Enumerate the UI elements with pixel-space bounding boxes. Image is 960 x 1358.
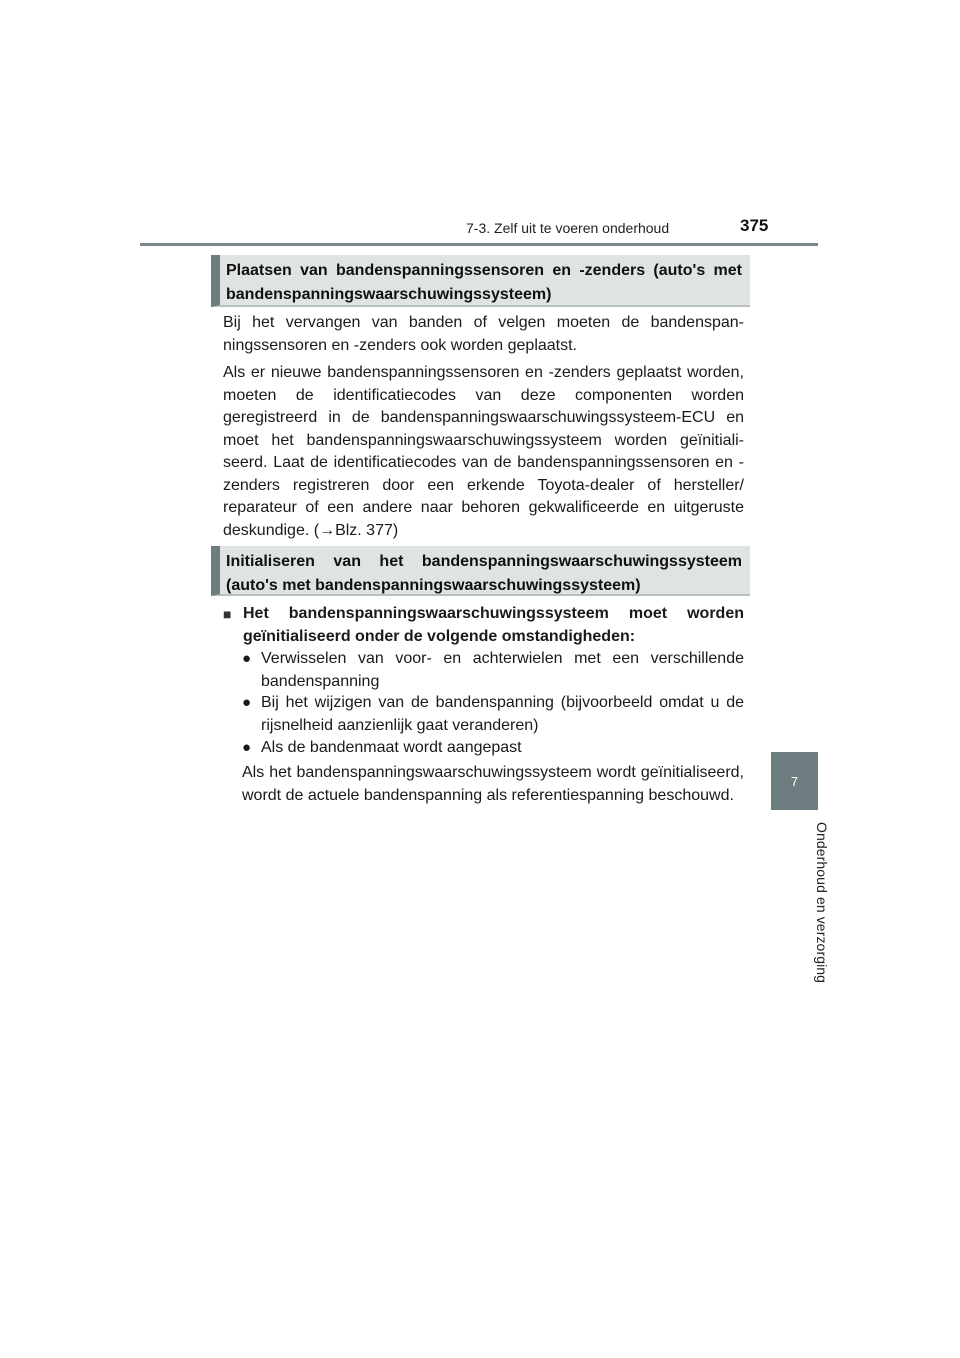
list-item bbox=[242, 737, 744, 760]
list-item bbox=[242, 648, 744, 693]
section-heading-sensors: Plaatsen van bandenspanningssensoren en -zenders (auto's met bandenspanningswaarschuwingssysteem) bbox=[211, 255, 750, 307]
chapter-number: 7 bbox=[790, 773, 799, 789]
page-number: 375 bbox=[740, 216, 769, 235]
header-rule bbox=[140, 243, 818, 246]
chapter-title-vertical: Onderhoud en verzorging bbox=[814, 822, 830, 984]
section-heading-initialisation: Initialiseren van het bandenspanningswaarschuwingssysteem (auto's met bandenspanningswaarschuwingssysteem) bbox=[211, 546, 750, 596]
paragraph-sensor-replacement: Bij het vervangen van banden of velgen moeten de bandenspanningssensoren en -zenders ook worden geplaatst. bbox=[223, 314, 744, 354]
square-marker-icon: ■ bbox=[223, 606, 232, 622]
list-item-text: Als de bandenmaat wordt aangepast bbox=[261, 739, 522, 756]
chapter-tab bbox=[771, 752, 818, 810]
subheading-text: Het bandenspanningswaarschuwingssysteem moet worden geïnitialiseerd onder de volgende omstandigheden: bbox=[243, 605, 744, 645]
bullet-dot-icon: ● bbox=[242, 694, 252, 711]
list-item bbox=[242, 692, 744, 737]
bullet-dot-icon: ● bbox=[242, 650, 252, 667]
paragraph-id-registration: Als er nieuwe bandenspanningssensoren en -zenders geplaatst worden, moeten de identificatiecodes van deze componenten worden geregistreerd in de bandenspanningswaarschuwingssysteem-ECU en moet het bandenspanningswaarschuwingssysteem worden geïnitialiseerd. Laat de identificatiecodes van de bandenspanningssensoren en -zenders registreren door een erkende Toyota-dealer of hersteller/​reparateur of een andere naar behoren gekwalificeerde en uitgeruste deskundige. (→Blz. 377) bbox=[223, 364, 744, 539]
list-item-text: Bij het wijzigen van de bandenspanning (bijvoorbeeld omdat u de rijsnelheid aanzienlijk gaat veranderen) bbox=[261, 694, 744, 734]
bullet-dot-icon: ● bbox=[242, 739, 252, 756]
subheading-initialisation-conditions bbox=[223, 603, 744, 648]
paragraph-reference-pressure: Als het bandenspanningswaarschuwingssysteem wordt geïnitialiseerd, wordt de actuele bandenspanning als referentiespanning beschouwd. bbox=[242, 764, 744, 804]
list-item-text: Verwisselen van voor- en achterwielen met een verschillende bandenspanning bbox=[261, 650, 744, 690]
running-header-section: 7-3. Zelf uit te voeren onderhoud bbox=[466, 220, 670, 236]
